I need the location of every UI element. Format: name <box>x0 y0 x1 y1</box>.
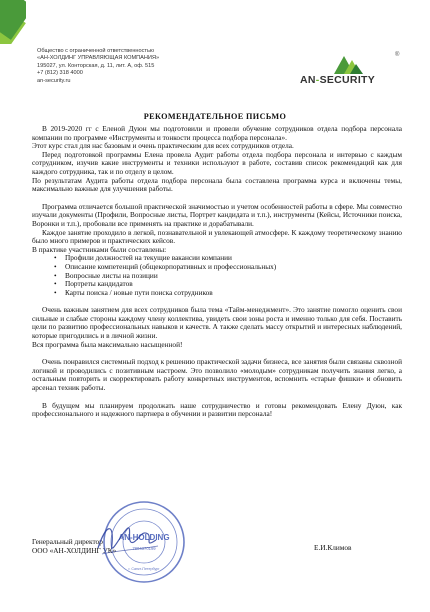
paragraph: Программа отличается большой практической значимостью и учетом особенностей работы в сфере. Мы совместно изучали документы (Профили, Вопросные листы, Портрет кандидата и т.п.), инструменты (Кейсы, Источники поиска, Воронки и т.п.), пробовали все применять на практике и дорабатывали. <box>32 201 402 228</box>
paragraph: Этот курс стал для нас базовым и очень практическим для всех сотрудников отдела. <box>32 141 294 151</box>
practice-list <box>32 254 402 297</box>
logo-text-dash: - <box>315 74 320 86</box>
stamp-number: 7804370199 <box>132 546 156 551</box>
signer-position: Генеральный директор <box>32 537 103 546</box>
handwritten-signature <box>92 514 162 562</box>
paragraph: В 2019-2020 гг с Еленой Дуюн мы подготовили и провели обучение сотрудников отдела подбора персонала компании по программе «Инструменты и тонкости процесса подбора персонала». <box>32 124 402 142</box>
list-item: • Карты поиска / новые пути поиска сотрудников <box>54 289 402 298</box>
signature-block <box>32 538 402 555</box>
letter-title: РЕКОМЕНДАТЕЛЬНОЕ ПИСЬМО <box>143 112 287 121</box>
list-item: • Портреты кандидатов <box>54 280 402 289</box>
list-item: • Описание компетенций (общекорпоративных и профессиональных) <box>54 263 402 272</box>
logo-text-security: SECURITY <box>319 74 376 86</box>
list-item: • Профили должностей на текущие вакансии компании <box>54 254 402 263</box>
paragraph: Очень важным занятием для всех сотрудников была тема «Тайм-менеджмент». Это занятие помогло оценить свои сильные и слабые стороны каждому члену коллектива, увидеть свои зоны роста и именно только для себя. Поставить цели по развитию профессиональных навыков и качеств. А также сделать массу открытий и интересных наблюдений, которые пригодились и в личной жизни. <box>32 305 402 341</box>
stamp-city: г. Санкт-Петербург <box>128 567 160 571</box>
registered-mark: ® <box>395 52 400 58</box>
logo-text-an: AN <box>300 74 316 86</box>
paragraph: В будущем мы планируем продолжать наше сотрудничество и готовы рекомендовать Елену Дуюн, как профессионального и надежного партнера в обучении и развитии персонала! <box>32 400 402 419</box>
signer-organization: ООО «АН-ХОЛДИНГ УК» <box>32 545 117 555</box>
company-line: «АН-ХОЛДИНГ УПРАВЛЯЮЩАЯ КОМПАНИЯ» <box>37 55 160 62</box>
logo-wordmark <box>300 74 410 86</box>
corner-decoration <box>0 0 26 44</box>
company-address: 195027, ул. Конторская, д. 11, лит. А, оф. 515 <box>37 62 155 69</box>
paragraph: Каждое занятие проходило в легкой, познавательной и увлекающей атмосфере. К каждому теоретическому знанию было много примеров и практических кейсов. <box>32 227 402 246</box>
company-details <box>37 48 227 85</box>
paragraph: Очень понравился системный подход к решению практической задачи бизнеса, все занятия были связаны сквозной логикой и проводились с позитивным настроем. Это позволило «молодым» сотрудникам получить знания легко, а остальным повторить и скорректировать работу конкретных инструментов, вспомнить «старые фишки» и обновить арсенал техник работы. <box>32 357 402 393</box>
company-phone: +7 (812) 318 4000 <box>37 70 83 77</box>
paragraph: Перед подготовкой программы Елена провела Аудит работы отдела подбора персонала и интервью с каждым сотрудником, изучив какие инструменты и техники используют в работе, составив список рекомендаций как для каждого сотрудника, так и по отделу в целом. <box>32 149 402 176</box>
logo-triangles-icon <box>332 52 364 74</box>
signer-name: Е.И.Климов <box>314 543 352 552</box>
paragraph: По результатам Аудита работы отдела подбора персонала была составлена программа курса и включены темы, максимально важные для улучшения работы. <box>32 175 402 194</box>
stamp-center-text: AN-HOLDING <box>118 533 170 542</box>
letter-body <box>32 125 402 419</box>
company-website: an-security.ru <box>37 77 71 84</box>
list-item: • Вопросные листы на позиции <box>54 272 402 281</box>
an-security-logo <box>298 52 410 92</box>
paragraph: В практике участниками были составлены: <box>32 244 167 254</box>
company-line: Общество с ограниченной ответственностью <box>37 48 155 54</box>
paragraph: Вся программа была максимально насыщенной! <box>32 339 183 349</box>
